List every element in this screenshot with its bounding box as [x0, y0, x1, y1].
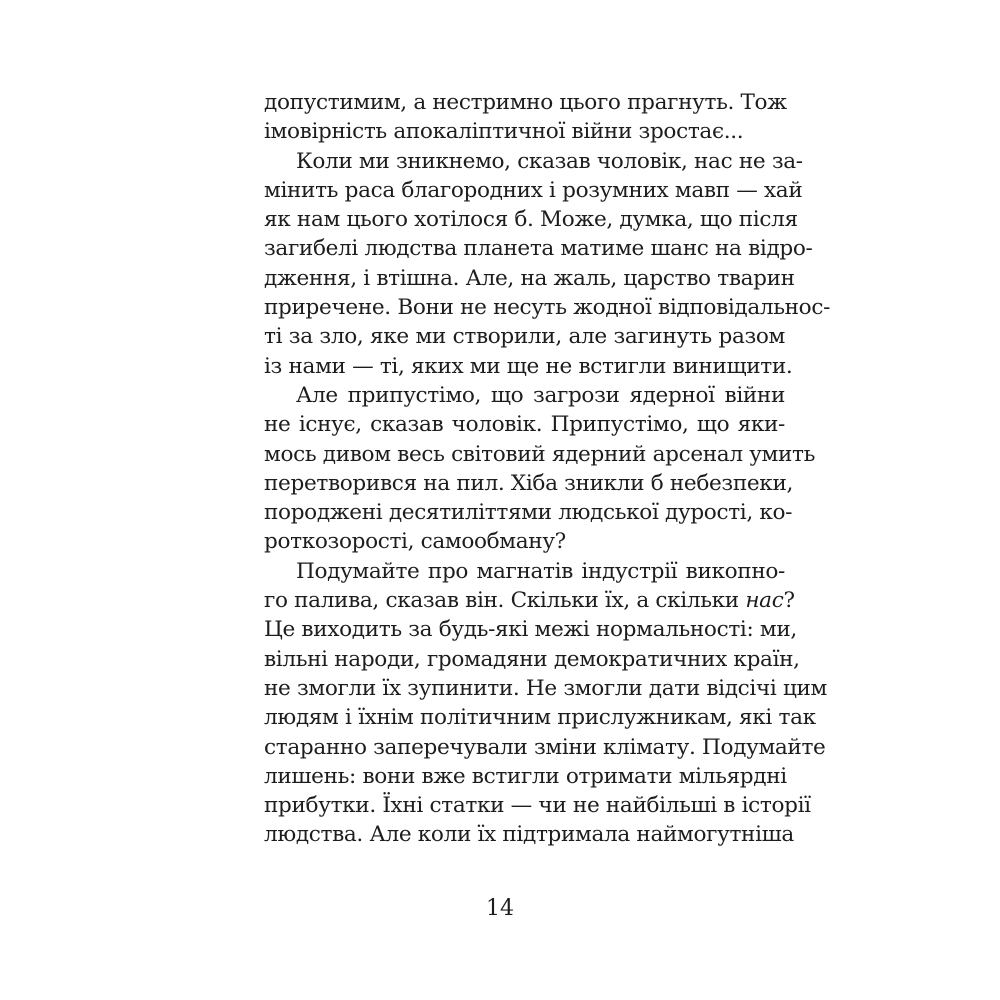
italic-word: нас — [745, 588, 784, 614]
text-line: Але припустімо, що загрози ядерної війни — [296, 382, 785, 408]
text-line: як нам цього хотілося б. Може, думка, що після — [264, 207, 798, 233]
text-line-start: го палива, сказав він. Скільки їх, а скільки — [264, 588, 746, 614]
text-line: мінить раса благородних і розумних мавп — хай — [264, 177, 803, 203]
text-line: приречене. Вони не несуть жодної відповідальнос- — [264, 295, 831, 321]
text-line: лишень: вони вже встигли отримати мільярдні — [264, 763, 787, 789]
text-line: ті за зло, яке ми створили, але загинуть разом — [264, 324, 785, 350]
text-line: допустимим, а нестримно цього прагнуть. Тож — [264, 90, 787, 115]
page-number: 14 — [486, 896, 514, 921]
text-line: дження, і втішна. Але, на жаль, царство тварин — [264, 265, 795, 291]
text-line: перетворився на пил. Хіба зникли б небезпеки, — [264, 470, 794, 496]
text-line: із нами — ті, яких ми ще не встигли винищити. — [264, 353, 793, 379]
text-line: загибелі людства планета матиме шанс на відро- — [264, 236, 813, 262]
text-line: Це виходить за будь-які межі нормальності: ми, — [264, 617, 797, 643]
text-line: прибутки. Їхні статки — чи не найбільші в історії — [264, 793, 811, 819]
text-line: імовірність апокаліптичної війни зростає... — [264, 119, 744, 145]
italic-suffix: ? — [783, 588, 795, 614]
book-page-text — [264, 88, 831, 850]
text-line: породжені десятиліттями людської дурості, ко- — [264, 500, 793, 526]
text-line: Подумайте про магнатів індустрії викопно- — [296, 558, 785, 584]
text-line: Коли ми зникнемо, сказав чоловік, нас не за- — [296, 148, 803, 174]
text-line: людства. Але коли їх підтримала наймогутніша — [264, 822, 794, 848]
text-line: старанно заперечували зміни клімату. Подумайте — [264, 734, 826, 760]
text-line: людям і їхнім політичним прислужникам, які так — [264, 705, 816, 731]
text-line: роткозорості, самообману? — [264, 529, 566, 555]
text-line-with-italic — [264, 586, 795, 615]
text-line: не існує, сказав чоловік. Припустімо, що яки- — [264, 412, 785, 438]
text-line: не змогли їх зупинити. Не змогли дати відсічі цим — [264, 675, 828, 701]
text-line: мось дивом весь світовий ядерний арсенал умить — [264, 441, 816, 467]
text-line: вільні народи, громадяни демократичних країн, — [264, 646, 800, 672]
